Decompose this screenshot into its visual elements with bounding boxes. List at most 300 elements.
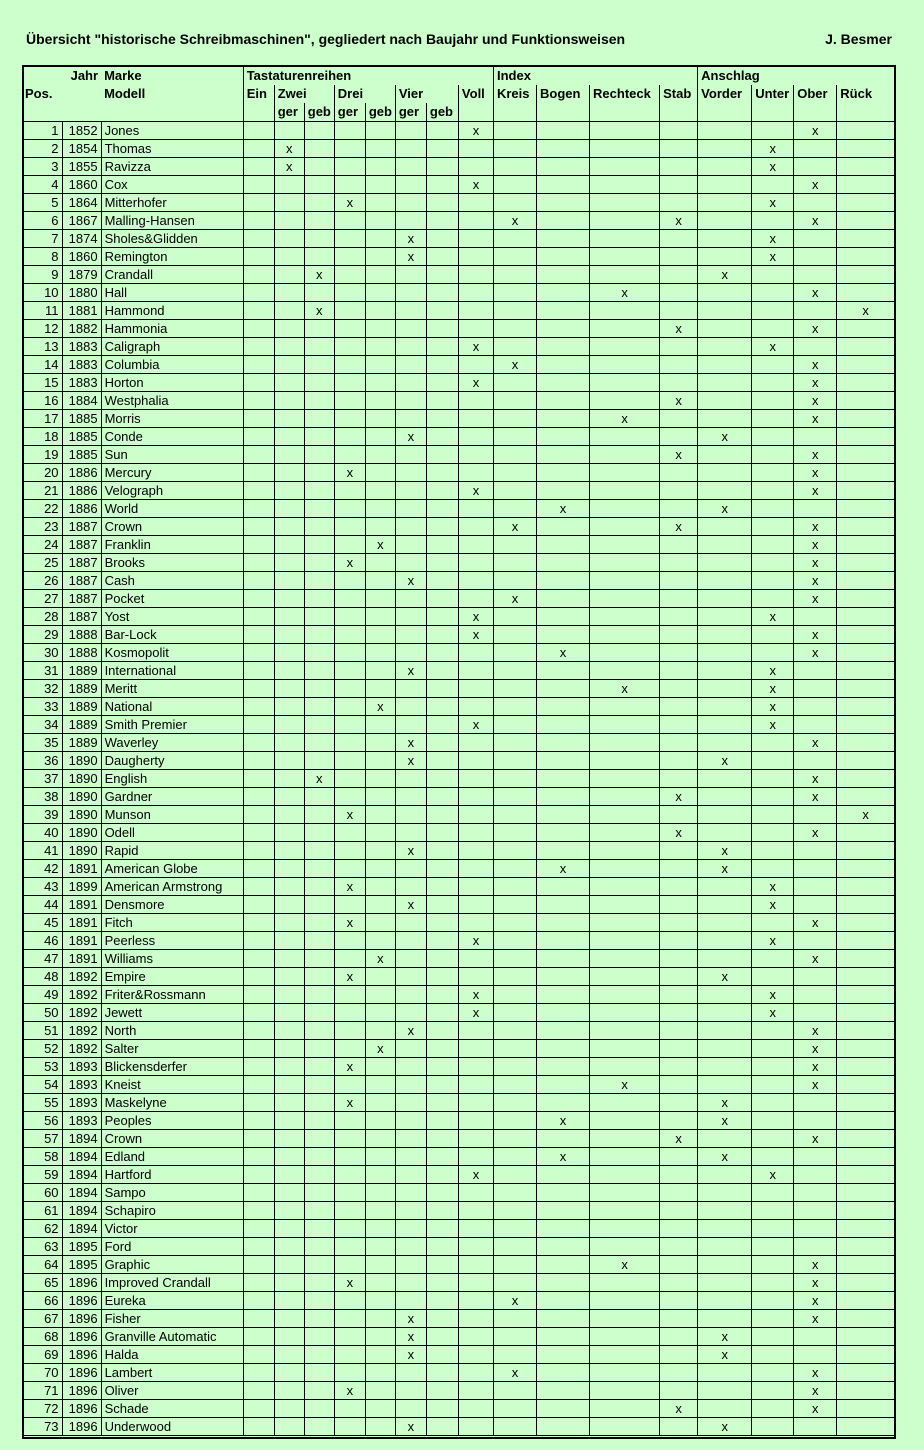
- cell-model: Maskelyne: [101, 1094, 243, 1112]
- cell-empty: [537, 1202, 590, 1220]
- group-header-anschlag: Anschlag: [698, 66, 894, 85]
- cell-empty: [752, 1400, 794, 1418]
- cell-empty: [243, 212, 274, 230]
- cell-empty: [537, 338, 590, 356]
- cell-empty: [660, 950, 698, 968]
- cell-empty: [304, 482, 334, 500]
- cell-mark: x: [395, 896, 426, 914]
- cell-model: Schapiro: [101, 1202, 243, 1220]
- cell-empty: [752, 554, 794, 572]
- cell-empty: [334, 950, 365, 968]
- cell-empty: [243, 1256, 274, 1274]
- cell-empty: [837, 500, 894, 518]
- cell-empty: [304, 1076, 334, 1094]
- cell-empty: [698, 986, 752, 1004]
- cell-empty: [537, 1400, 590, 1418]
- cell-empty: [537, 824, 590, 842]
- cell-mark: x: [660, 320, 698, 338]
- cell-year: 1883: [62, 356, 101, 374]
- cell-empty: [395, 320, 426, 338]
- cell-empty: [537, 626, 590, 644]
- cell-empty: [426, 914, 458, 932]
- cell-empty: [752, 1238, 794, 1256]
- cell-empty: [660, 1148, 698, 1166]
- cell-empty: [794, 860, 837, 878]
- cell-empty: [458, 536, 493, 554]
- cell-empty: [274, 680, 304, 698]
- cell-empty: [243, 122, 274, 140]
- cell-empty: [537, 1418, 590, 1436]
- table-row: [22, 1418, 894, 1436]
- cell-empty: [752, 176, 794, 194]
- cell-empty: [837, 356, 894, 374]
- cell-mark: x: [395, 1418, 426, 1436]
- cell-empty: [243, 356, 274, 374]
- cell-empty: [458, 1202, 493, 1220]
- cell-pos: 56: [22, 1112, 62, 1130]
- cell-pos: 17: [22, 410, 62, 428]
- cell-pos: 32: [22, 680, 62, 698]
- cell-mark: x: [334, 806, 365, 824]
- cell-empty: [365, 446, 395, 464]
- cell-year: 1889: [62, 662, 101, 680]
- cell-empty: [243, 446, 274, 464]
- cell-empty: [794, 716, 837, 734]
- cell-empty: [493, 788, 536, 806]
- cell-empty: [660, 1238, 698, 1256]
- cell-mark: x: [698, 1148, 752, 1166]
- cell-empty: [334, 590, 365, 608]
- cell-empty: [752, 1112, 794, 1130]
- cell-empty: [537, 1310, 590, 1328]
- cell-empty: [660, 914, 698, 932]
- cell-empty: [660, 194, 698, 212]
- cell-empty: [334, 428, 365, 446]
- cell-mark: x: [698, 1112, 752, 1130]
- cell-empty: [304, 734, 334, 752]
- cell-empty: [304, 464, 334, 482]
- cell-empty: [537, 392, 590, 410]
- cell-empty: [752, 302, 794, 320]
- cell-empty: [243, 302, 274, 320]
- cell-empty: [752, 590, 794, 608]
- cell-empty: [660, 986, 698, 1004]
- table-row: [22, 698, 894, 716]
- cell-empty: [698, 698, 752, 716]
- cell-pos: 27: [22, 590, 62, 608]
- cell-model: Underwood: [101, 1418, 243, 1436]
- cell-model: Graphic: [101, 1256, 243, 1274]
- cell-empty: [458, 194, 493, 212]
- page-title: Übersicht "historische Schreibmaschinen", gegliedert nach Baujahr und Funktionsweisen: [26, 31, 626, 47]
- cell-empty: [395, 1364, 426, 1382]
- cell-empty: [426, 464, 458, 482]
- cell-empty: [837, 230, 894, 248]
- cell-empty: [837, 248, 894, 266]
- cell-empty: [537, 806, 590, 824]
- cell-pos: 6: [22, 212, 62, 230]
- cell-empty: [458, 1238, 493, 1256]
- cell-empty: [243, 1238, 274, 1256]
- table-header: [22, 66, 894, 122]
- cell-empty: [660, 590, 698, 608]
- table-row: [22, 1040, 894, 1058]
- cell-empty: [660, 158, 698, 176]
- cell-empty: [458, 1310, 493, 1328]
- cell-empty: [493, 1274, 536, 1292]
- cell-empty: [365, 356, 395, 374]
- cell-year: 1893: [62, 1076, 101, 1094]
- cell-empty: [304, 1004, 334, 1022]
- cell-empty: [590, 536, 660, 554]
- cell-empty: [590, 302, 660, 320]
- cell-mark: x: [698, 1328, 752, 1346]
- cell-empty: [458, 1256, 493, 1274]
- cell-empty: [794, 1148, 837, 1166]
- cell-pos: 46: [22, 932, 62, 950]
- cell-mark: x: [395, 572, 426, 590]
- cell-empty: [493, 410, 536, 428]
- cell-empty: [660, 734, 698, 752]
- cell-pos: 63: [22, 1238, 62, 1256]
- cell-empty: [660, 1058, 698, 1076]
- cell-empty: [395, 194, 426, 212]
- cell-empty: [660, 1184, 698, 1202]
- cell-empty: [837, 860, 894, 878]
- cell-empty: [794, 1166, 837, 1184]
- cell-empty: [698, 464, 752, 482]
- cell-empty: [243, 266, 274, 284]
- cell-mark: x: [794, 734, 837, 752]
- cell-empty: [537, 176, 590, 194]
- cell-empty: [590, 1202, 660, 1220]
- col-header-zwei: Zwei: [274, 85, 334, 103]
- cell-empty: [304, 176, 334, 194]
- cell-empty: [698, 176, 752, 194]
- cell-empty: [304, 806, 334, 824]
- cell-year: 1889: [62, 680, 101, 698]
- cell-empty: [493, 266, 536, 284]
- cell-empty: [395, 1094, 426, 1112]
- cell-empty: [304, 248, 334, 266]
- cell-empty: [243, 1076, 274, 1094]
- cell-empty: [274, 1238, 304, 1256]
- cell-mark: x: [698, 1094, 752, 1112]
- cell-empty: [365, 806, 395, 824]
- table-row: [22, 1130, 894, 1148]
- cell-empty: [365, 608, 395, 626]
- cell-empty: [365, 1274, 395, 1292]
- cell-empty: [458, 1400, 493, 1418]
- cell-empty: [395, 1238, 426, 1256]
- cell-empty: [752, 446, 794, 464]
- cell-empty: [395, 536, 426, 554]
- table-row: [22, 878, 894, 896]
- cell-empty: [837, 662, 894, 680]
- cell-empty: [274, 896, 304, 914]
- cell-empty: [837, 1004, 894, 1022]
- table-row: [22, 230, 894, 248]
- cell-empty: [334, 842, 365, 860]
- table-row: [22, 176, 894, 194]
- cell-empty: [794, 698, 837, 716]
- cell-empty: [243, 788, 274, 806]
- cell-empty: [458, 1328, 493, 1346]
- cell-mark: x: [365, 950, 395, 968]
- cell-empty: [590, 878, 660, 896]
- cell-pos: 35: [22, 734, 62, 752]
- col-header-vier-geb: geb: [426, 103, 458, 122]
- cell-empty: [365, 338, 395, 356]
- col-header-marke: Marke: [101, 66, 243, 85]
- cell-empty: [590, 1166, 660, 1184]
- cell-empty: [698, 1382, 752, 1400]
- cell-year: 1890: [62, 806, 101, 824]
- cell-mark: x: [304, 266, 334, 284]
- cell-empty: [304, 1328, 334, 1346]
- cell-year: 1894: [62, 1166, 101, 1184]
- cell-empty: [243, 698, 274, 716]
- cell-empty: [243, 1094, 274, 1112]
- cell-empty: [590, 572, 660, 590]
- cell-empty: [752, 284, 794, 302]
- cell-mark: x: [537, 1112, 590, 1130]
- cell-empty: [590, 914, 660, 932]
- cell-empty: [660, 662, 698, 680]
- cell-year: 1867: [62, 212, 101, 230]
- cell-empty: [752, 1058, 794, 1076]
- cell-empty: [837, 680, 894, 698]
- cell-empty: [243, 158, 274, 176]
- cell-empty: [458, 878, 493, 896]
- cell-empty: [458, 788, 493, 806]
- cell-mark: x: [395, 1022, 426, 1040]
- cell-empty: [458, 518, 493, 536]
- cell-empty: [365, 842, 395, 860]
- cell-empty: [365, 248, 395, 266]
- cell-year: 1892: [62, 1022, 101, 1040]
- cell-empty: [794, 338, 837, 356]
- cell-empty: [395, 302, 426, 320]
- cell-empty: [837, 410, 894, 428]
- cell-empty: [365, 410, 395, 428]
- cell-empty: [752, 1202, 794, 1220]
- cell-empty: [365, 1022, 395, 1040]
- cell-empty: [537, 464, 590, 482]
- cell-model: Oliver: [101, 1382, 243, 1400]
- cell-model: Westphalia: [101, 392, 243, 410]
- cell-pos: 51: [22, 1022, 62, 1040]
- cell-empty: [334, 896, 365, 914]
- cell-empty: [334, 626, 365, 644]
- col-header-zwei-geb: geb: [304, 103, 334, 122]
- cell-empty: [426, 194, 458, 212]
- cell-pos: 73: [22, 1418, 62, 1436]
- cell-empty: [458, 1022, 493, 1040]
- cell-empty: [493, 770, 536, 788]
- cell-empty: [590, 734, 660, 752]
- cell-empty: [698, 1058, 752, 1076]
- table-row: [22, 1292, 894, 1310]
- cell-mark: x: [752, 662, 794, 680]
- cell-empty: [537, 1382, 590, 1400]
- cell-empty: [274, 1328, 304, 1346]
- cell-mark: x: [752, 248, 794, 266]
- header-row-3: [22, 103, 894, 122]
- cell-empty: [458, 248, 493, 266]
- cell-empty: [590, 1238, 660, 1256]
- cell-empty: [493, 140, 536, 158]
- cell-empty: [395, 680, 426, 698]
- cell-pos: 8: [22, 248, 62, 266]
- cell-mark: x: [794, 1364, 837, 1382]
- cell-empty: [837, 122, 894, 140]
- cell-empty: [794, 608, 837, 626]
- cell-empty: [493, 1400, 536, 1418]
- cell-empty: [274, 302, 304, 320]
- cell-empty: [426, 572, 458, 590]
- cell-empty: [304, 446, 334, 464]
- cell-empty: [752, 626, 794, 644]
- cell-empty: [493, 338, 536, 356]
- cell-empty: [660, 1328, 698, 1346]
- cell-mark: x: [395, 230, 426, 248]
- cell-empty: [426, 1328, 458, 1346]
- cell-empty: [243, 1184, 274, 1202]
- cell-empty: [837, 374, 894, 392]
- cell-empty: [752, 860, 794, 878]
- table-row: [22, 464, 894, 482]
- cell-empty: [698, 788, 752, 806]
- cell-empty: [493, 932, 536, 950]
- cell-empty: [752, 482, 794, 500]
- cell-empty: [590, 1220, 660, 1238]
- cell-empty: [274, 464, 304, 482]
- cell-empty: [243, 1166, 274, 1184]
- cell-empty: [493, 374, 536, 392]
- cell-year: 1895: [62, 1238, 101, 1256]
- cell-model: Kosmopolit: [101, 644, 243, 662]
- cell-empty: [458, 770, 493, 788]
- cell-model: Schade: [101, 1400, 243, 1418]
- cell-empty: [395, 1274, 426, 1292]
- cell-pos: 64: [22, 1256, 62, 1274]
- cell-empty: [752, 950, 794, 968]
- cell-empty: [698, 1166, 752, 1184]
- cell-empty: [395, 626, 426, 644]
- cell-empty: [304, 1166, 334, 1184]
- cell-empty: [334, 572, 365, 590]
- cell-pos: 9: [22, 266, 62, 284]
- cell-empty: [752, 410, 794, 428]
- cell-empty: [794, 302, 837, 320]
- cell-empty: [426, 932, 458, 950]
- cell-empty: [590, 338, 660, 356]
- cell-empty: [304, 536, 334, 554]
- cell-mark: x: [458, 626, 493, 644]
- cell-empty: [458, 158, 493, 176]
- cell-empty: [334, 230, 365, 248]
- cell-empty: [458, 968, 493, 986]
- cell-empty: [493, 878, 536, 896]
- cell-empty: [752, 536, 794, 554]
- cell-mark: x: [458, 482, 493, 500]
- cell-empty: [590, 1346, 660, 1364]
- cell-year: 1860: [62, 248, 101, 266]
- cell-empty: [274, 212, 304, 230]
- cell-empty: [752, 1292, 794, 1310]
- col-header-drei-ger: ger: [334, 103, 365, 122]
- cell-year: 1892: [62, 1040, 101, 1058]
- table-row: [22, 824, 894, 842]
- cell-pos: 11: [22, 302, 62, 320]
- cell-empty: [395, 1040, 426, 1058]
- cell-empty: [274, 1292, 304, 1310]
- cell-empty: [698, 608, 752, 626]
- cell-model: Cash: [101, 572, 243, 590]
- cell-empty: [243, 968, 274, 986]
- cell-empty: [304, 1130, 334, 1148]
- cell-empty: [698, 518, 752, 536]
- cell-empty: [590, 1382, 660, 1400]
- cell-mark: x: [794, 572, 837, 590]
- cell-pos: 59: [22, 1166, 62, 1184]
- cell-empty: [794, 266, 837, 284]
- cell-empty: [752, 464, 794, 482]
- cell-empty: [537, 842, 590, 860]
- cell-mark: x: [458, 932, 493, 950]
- cell-empty: [537, 1058, 590, 1076]
- cell-model: Pocket: [101, 590, 243, 608]
- cell-empty: [426, 1238, 458, 1256]
- cell-empty: [458, 860, 493, 878]
- cell-pos: 24: [22, 536, 62, 554]
- cell-empty: [426, 698, 458, 716]
- cell-empty: [752, 1382, 794, 1400]
- cell-empty: [304, 500, 334, 518]
- cell-empty: [458, 680, 493, 698]
- cell-model: Crandall: [101, 266, 243, 284]
- cell-empty: [243, 1274, 274, 1292]
- cell-empty: [395, 608, 426, 626]
- cell-empty: [590, 986, 660, 1004]
- cell-empty: [274, 518, 304, 536]
- cell-empty: [274, 1094, 304, 1112]
- cell-empty: [334, 752, 365, 770]
- cell-empty: [660, 1346, 698, 1364]
- cell-empty: [752, 734, 794, 752]
- cell-model: National: [101, 698, 243, 716]
- cell-empty: [334, 356, 365, 374]
- cell-empty: [794, 806, 837, 824]
- cell-mark: x: [794, 1382, 837, 1400]
- cell-empty: [274, 1274, 304, 1292]
- cell-pos: 43: [22, 878, 62, 896]
- cell-year: 1886: [62, 464, 101, 482]
- cell-empty: [304, 716, 334, 734]
- cell-pos: 12: [22, 320, 62, 338]
- cell-pos: 57: [22, 1130, 62, 1148]
- table-row: [22, 770, 894, 788]
- cell-empty: [590, 1094, 660, 1112]
- cell-model: North: [101, 1022, 243, 1040]
- cell-mark: x: [537, 500, 590, 518]
- cell-empty: [458, 896, 493, 914]
- cell-empty: [304, 158, 334, 176]
- cell-model: Caligraph: [101, 338, 243, 356]
- cell-model: Sholes&Glidden: [101, 230, 243, 248]
- cell-empty: [334, 1202, 365, 1220]
